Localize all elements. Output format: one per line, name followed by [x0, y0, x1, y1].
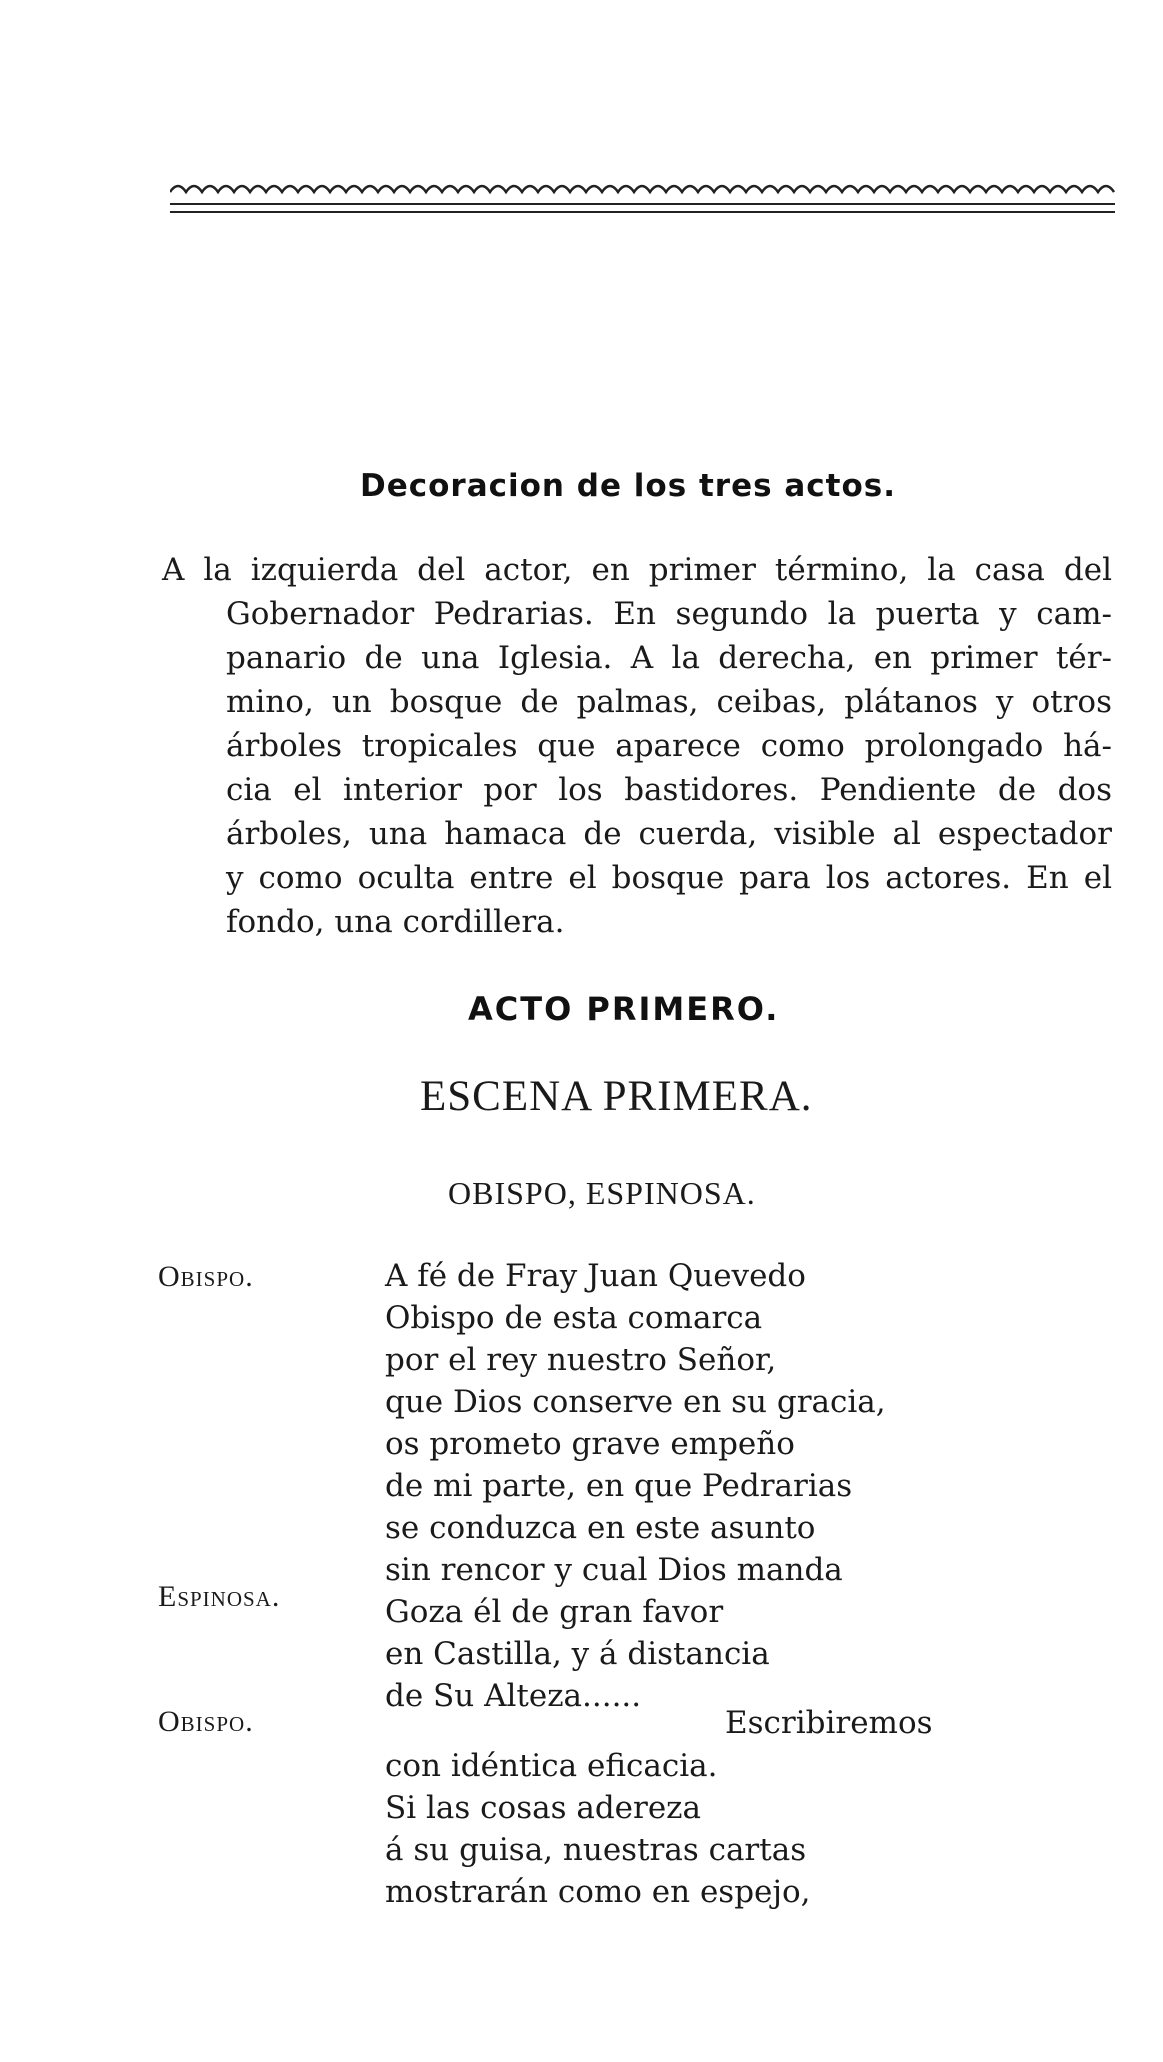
act-heading: ACTO PRIMERO.: [468, 990, 780, 1028]
verse-line: mostrarán como en espejo,: [385, 1874, 811, 1910]
verse-line: os prometo grave empeño: [385, 1426, 795, 1462]
verse-line: con idéntica eficacia.: [385, 1748, 718, 1784]
scene-characters: OBISPO, ESPINOSA.: [448, 1175, 756, 1211]
decoration-line: árboles tropicales que aparece como prolongado há-: [226, 728, 1112, 764]
verse-line: Obispo de esta comarca: [385, 1300, 763, 1336]
verse-line: de Su Alteza......: [385, 1678, 642, 1714]
scene-heading: ESCENA PRIMERA.: [420, 1073, 813, 1120]
decoration-line: fondo, una cordillera.: [226, 904, 565, 940]
verse-line: Goza él de gran favor: [385, 1594, 724, 1630]
verse-line: sin rencor y cual Dios manda: [385, 1552, 843, 1588]
verse-line: Si las cosas adereza: [385, 1790, 701, 1826]
decoration-description: [162, 548, 1112, 944]
speaker-label-obispo: Obispo.: [158, 1705, 254, 1738]
verse-line: se conduzca en este asunto: [385, 1510, 816, 1546]
decorative-header-border: [170, 168, 1115, 238]
decoration-line: panario de una Iglesia. A la derecha, en primer tér-: [226, 640, 1112, 676]
verse-line: que Dios conserve en su gracia,: [385, 1384, 886, 1420]
ornament-border-icon: [170, 168, 1115, 238]
decoration-line: cia el interior por los bastidores. Pendiente de dos: [226, 772, 1112, 808]
verse-line: de mi parte, en que Pedrarias: [385, 1468, 853, 1504]
speaker-label-espinosa: Espinosa.: [158, 1580, 281, 1613]
decoration-line: mino, un bosque de palmas, ceibas, plátanos y otros: [226, 684, 1112, 720]
decoration-line: y como oculta entre el bosque para los actores. En el: [226, 860, 1112, 896]
decoration-heading: Decoracion de los tres actos.: [360, 468, 896, 504]
verse-line: á su guisa, nuestras cartas: [385, 1832, 807, 1868]
verse-line: A fé de Fray Juan Quevedo: [385, 1258, 806, 1294]
verse-line: Escribiremos: [725, 1705, 933, 1741]
decoration-line: árboles, una hamaca de cuerda, visible al espectador: [226, 816, 1112, 852]
verse-line: en Castilla, y á distancia: [385, 1636, 770, 1672]
decoration-line: Gobernador Pedrarias. En segundo la puerta y cam-: [226, 596, 1112, 632]
verse-line: por el rey nuestro Señor,: [385, 1342, 777, 1378]
decoration-line: A la izquierda del actor, en primer término, la casa del: [162, 552, 1112, 588]
speaker-label-obispo: Obispo.: [158, 1260, 254, 1293]
